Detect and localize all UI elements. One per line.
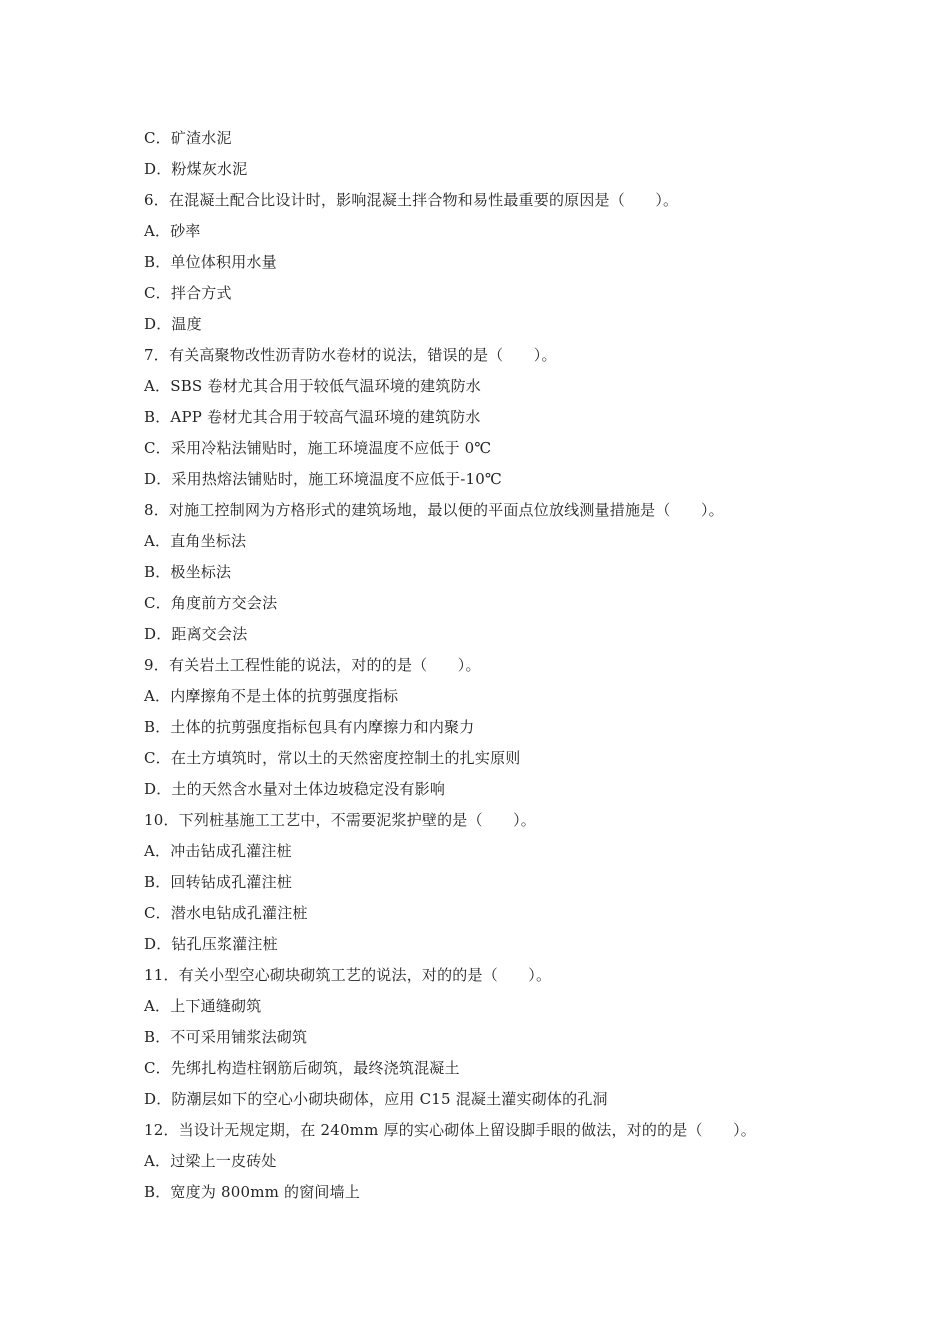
option-line: D．距离交会法 bbox=[144, 625, 248, 643]
question-line: 10．下列桩基施工工艺中，不需要泥浆护壁的是（ ）。 bbox=[144, 811, 536, 829]
option-line: A．直角坐标法 bbox=[144, 532, 247, 550]
option-line: A．上下通缝砌筑 bbox=[144, 997, 262, 1015]
option-line: C．矿渣水泥 bbox=[144, 129, 232, 147]
option-line: D．防潮层如下的空心小砌块砌体，应用 C15 混凝土灌实砌体的孔洞 bbox=[144, 1090, 608, 1108]
question-line: 9．有关岩土工程性能的说法，对的的是（ ）。 bbox=[144, 656, 481, 674]
question-line: 8．对施工控制网为方格形式的建筑场地，最以便的平面点位放线测量措施是（ ）。 bbox=[144, 501, 724, 519]
option-line: B．APP 卷材尤其合用于较高气温环境的建筑防水 bbox=[144, 408, 481, 426]
option-line: A．SBS 卷材尤其合用于较低气温环境的建筑防水 bbox=[144, 377, 481, 395]
option-line: A．冲击钻成孔灌注桩 bbox=[144, 842, 292, 860]
option-line: B．回转钻成孔灌注桩 bbox=[144, 873, 293, 891]
question-line: 7．有关高聚物改性沥青防水卷材的说法，错误的是（ ）。 bbox=[144, 346, 557, 364]
option-line: D．钻孔压浆灌注桩 bbox=[144, 935, 278, 953]
option-line: D．采用热熔法铺贴时，施工环境温度不应低于-10℃ bbox=[144, 470, 502, 488]
option-line: C．潜水电钻成孔灌注桩 bbox=[144, 904, 308, 922]
option-line: C．采用冷粘法铺贴时，施工环境温度不应低于 0℃ bbox=[144, 439, 492, 457]
option-line: D．土的天然含水量对土体边坡稳定没有影响 bbox=[144, 780, 446, 798]
option-line: B．单位体积用水量 bbox=[144, 253, 277, 271]
option-line: C．角度前方交会法 bbox=[144, 594, 278, 612]
option-line: C．在土方填筑时，常以土的天然密度控制土的扎实原则 bbox=[144, 749, 521, 767]
option-line: B．土体的抗剪强度指标包具有内摩擦力和内聚力 bbox=[144, 718, 475, 736]
question-line: 6．在混凝土配合比设计时，影响混凝土拌合物和易性最重要的原因是（ ）。 bbox=[144, 191, 679, 209]
question-line: 11．有关小型空心砌块砌筑工艺的说法，对的的是（ ）。 bbox=[144, 966, 552, 984]
option-line: D．粉煤灰水泥 bbox=[144, 160, 248, 178]
document-body bbox=[144, 124, 844, 1209]
option-line: D．温度 bbox=[144, 315, 202, 333]
option-line: B．极坐标法 bbox=[144, 563, 232, 581]
option-line: C．先绑扎构造柱钢筋后砌筑，最终浇筑混凝土 bbox=[144, 1059, 460, 1077]
question-line: 12．当设计无规定期，在 240mm 厚的实心砌体上留设脚手眼的做法，对的的是（ ）。 bbox=[144, 1121, 757, 1139]
option-line: C．拌合方式 bbox=[144, 284, 232, 302]
option-line: B．不可采用铺浆法砌筑 bbox=[144, 1028, 308, 1046]
option-line: B．宽度为 800mm 的窗间墙上 bbox=[144, 1183, 361, 1201]
option-line: A．内摩擦角不是土体的抗剪强度指标 bbox=[144, 687, 399, 705]
option-line: A．过梁上一皮砖处 bbox=[144, 1152, 277, 1170]
option-line: A．砂率 bbox=[144, 222, 201, 240]
